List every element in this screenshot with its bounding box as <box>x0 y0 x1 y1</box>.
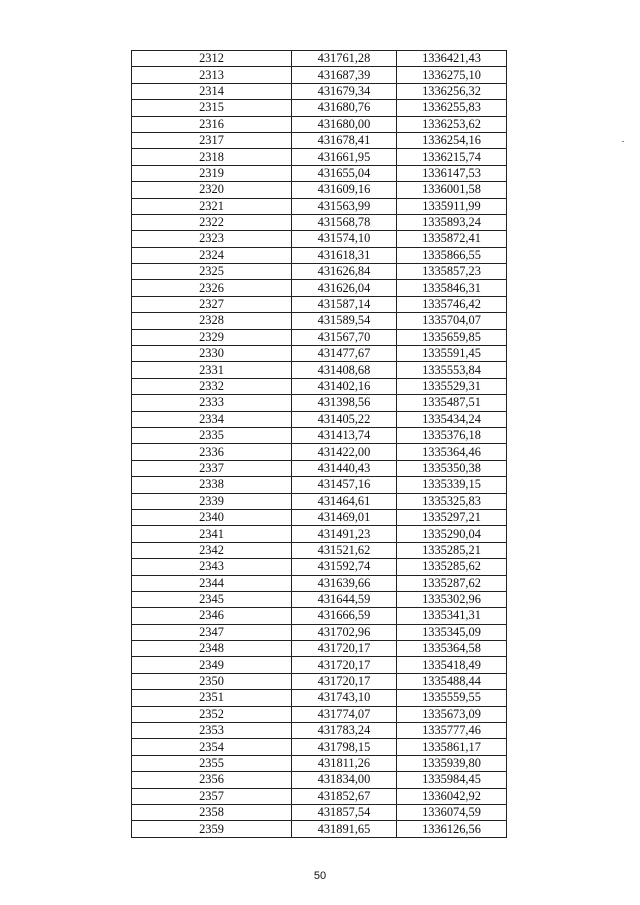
y-coordinate-cell: 1335673,09 <box>397 706 507 722</box>
y-coordinate-cell: 1336421,43 <box>397 51 507 67</box>
x-coordinate-cell: 431440,43 <box>292 460 397 476</box>
page-number: 50 <box>313 870 327 882</box>
y-coordinate-cell: 1335364,46 <box>397 444 507 460</box>
y-coordinate-cell: 1335325,83 <box>397 493 507 509</box>
y-coordinate-cell: 1335529,31 <box>397 378 507 394</box>
table-row <box>132 329 507 345</box>
table-row <box>132 198 507 214</box>
table-row <box>132 214 507 230</box>
point-number-cell: 2347 <box>132 624 292 640</box>
point-number-cell: 2324 <box>132 247 292 263</box>
x-coordinate-cell: 431857,54 <box>292 804 397 820</box>
y-coordinate-cell: 1335285,21 <box>397 542 507 558</box>
table-row <box>132 526 507 542</box>
point-number-cell: 2319 <box>132 165 292 181</box>
x-coordinate-cell: 431666,59 <box>292 608 397 624</box>
x-coordinate-cell: 431679,34 <box>292 83 397 99</box>
point-number-cell: 2359 <box>132 821 292 837</box>
x-coordinate-cell: 431405,22 <box>292 411 397 427</box>
x-coordinate-cell: 431720,17 <box>292 657 397 673</box>
x-coordinate-cell: 431469,01 <box>292 509 397 525</box>
point-number-cell: 2357 <box>132 788 292 804</box>
y-coordinate-cell: 1335591,45 <box>397 346 507 362</box>
point-number-cell: 2354 <box>132 739 292 755</box>
table-row <box>132 509 507 525</box>
table-row <box>132 378 507 394</box>
table-row <box>132 83 507 99</box>
table-row <box>132 362 507 378</box>
y-coordinate-cell: 1335350,38 <box>397 460 507 476</box>
y-coordinate-cell: 1335553,84 <box>397 362 507 378</box>
x-coordinate-cell: 431413,74 <box>292 427 397 443</box>
y-coordinate-cell: 1335866,55 <box>397 247 507 263</box>
y-coordinate-cell: 1335285,62 <box>397 559 507 575</box>
table-row <box>132 542 507 558</box>
y-coordinate-cell: 1336275,10 <box>397 67 507 83</box>
point-number-cell: 2329 <box>132 329 292 345</box>
point-number-cell: 2323 <box>132 231 292 247</box>
y-coordinate-cell: 1335290,04 <box>397 526 507 542</box>
x-coordinate-cell: 431661,95 <box>292 149 397 165</box>
table-row <box>132 821 507 837</box>
x-coordinate-cell: 431464,61 <box>292 493 397 509</box>
point-number-cell: 2332 <box>132 378 292 394</box>
point-number-cell: 2330 <box>132 346 292 362</box>
y-coordinate-cell: 1335777,46 <box>397 723 507 739</box>
y-coordinate-cell: 1335339,15 <box>397 477 507 493</box>
x-coordinate-cell: 431834,00 <box>292 772 397 788</box>
y-coordinate-cell: 1336126,56 <box>397 821 507 837</box>
point-number-cell: 2327 <box>132 296 292 312</box>
x-coordinate-cell: 431811,26 <box>292 755 397 771</box>
table-row <box>132 723 507 739</box>
table-row <box>132 411 507 427</box>
y-coordinate-cell: 1335487,51 <box>397 395 507 411</box>
y-coordinate-cell: 1335376,18 <box>397 427 507 443</box>
y-coordinate-cell: 1335488,44 <box>397 673 507 689</box>
x-coordinate-cell: 431477,67 <box>292 346 397 362</box>
point-number-cell: 2326 <box>132 280 292 296</box>
point-number-cell: 2352 <box>132 706 292 722</box>
point-number-cell: 2321 <box>132 198 292 214</box>
x-coordinate-cell: 431568,78 <box>292 214 397 230</box>
scan-speck <box>622 141 624 142</box>
x-coordinate-cell: 431891,65 <box>292 821 397 837</box>
point-number-cell: 2343 <box>132 559 292 575</box>
table-row <box>132 624 507 640</box>
point-number-cell: 2349 <box>132 657 292 673</box>
table-row <box>132 657 507 673</box>
point-number-cell: 2335 <box>132 427 292 443</box>
x-coordinate-cell: 431702,96 <box>292 624 397 640</box>
y-coordinate-cell: 1336001,58 <box>397 182 507 198</box>
table-row <box>132 755 507 771</box>
table-row <box>132 706 507 722</box>
y-coordinate-cell: 1336253,62 <box>397 116 507 132</box>
x-coordinate-cell: 431402,16 <box>292 378 397 394</box>
point-number-cell: 2317 <box>132 132 292 148</box>
coordinates-table-body <box>132 51 507 838</box>
coordinates-table <box>131 50 507 838</box>
point-number-cell: 2337 <box>132 460 292 476</box>
table-row <box>132 575 507 591</box>
table-row <box>132 395 507 411</box>
y-coordinate-cell: 1336255,83 <box>397 100 507 116</box>
point-number-cell: 2355 <box>132 755 292 771</box>
table-row <box>132 313 507 329</box>
y-coordinate-cell: 1336042,92 <box>397 788 507 804</box>
point-number-cell: 2338 <box>132 477 292 493</box>
y-coordinate-cell: 1335872,41 <box>397 231 507 247</box>
point-number-cell: 2312 <box>132 51 292 67</box>
x-coordinate-cell: 431743,10 <box>292 690 397 706</box>
x-coordinate-cell: 431680,00 <box>292 116 397 132</box>
point-number-cell: 2331 <box>132 362 292 378</box>
table-row <box>132 673 507 689</box>
y-coordinate-cell: 1335704,07 <box>397 313 507 329</box>
x-coordinate-cell: 431589,54 <box>292 313 397 329</box>
point-number-cell: 2339 <box>132 493 292 509</box>
x-coordinate-cell: 431563,99 <box>292 198 397 214</box>
table-row <box>132 493 507 509</box>
x-coordinate-cell: 431774,07 <box>292 706 397 722</box>
y-coordinate-cell: 1335434,24 <box>397 411 507 427</box>
x-coordinate-cell: 431587,14 <box>292 296 397 312</box>
x-coordinate-cell: 431491,23 <box>292 526 397 542</box>
table-row <box>132 690 507 706</box>
x-coordinate-cell: 431567,70 <box>292 329 397 345</box>
x-coordinate-cell: 431720,17 <box>292 673 397 689</box>
table-row <box>132 346 507 362</box>
y-coordinate-cell: 1335746,42 <box>397 296 507 312</box>
table-row <box>132 67 507 83</box>
point-number-cell: 2341 <box>132 526 292 542</box>
x-coordinate-cell: 431783,24 <box>292 723 397 739</box>
table-row <box>132 165 507 181</box>
x-coordinate-cell: 431609,16 <box>292 182 397 198</box>
y-coordinate-cell: 1335659,85 <box>397 329 507 345</box>
point-number-cell: 2350 <box>132 673 292 689</box>
y-coordinate-cell: 1335846,31 <box>397 280 507 296</box>
x-coordinate-cell: 431626,04 <box>292 280 397 296</box>
x-coordinate-cell: 431678,41 <box>292 132 397 148</box>
point-number-cell: 2348 <box>132 641 292 657</box>
y-coordinate-cell: 1335559,55 <box>397 690 507 706</box>
table-row <box>132 51 507 67</box>
x-coordinate-cell: 431720,17 <box>292 641 397 657</box>
x-coordinate-cell: 431655,04 <box>292 165 397 181</box>
point-number-cell: 2336 <box>132 444 292 460</box>
y-coordinate-cell: 1335939,80 <box>397 755 507 771</box>
x-coordinate-cell: 431639,66 <box>292 575 397 591</box>
x-coordinate-cell: 431761,28 <box>292 51 397 67</box>
table-row <box>132 280 507 296</box>
point-number-cell: 2346 <box>132 608 292 624</box>
x-coordinate-cell: 431398,56 <box>292 395 397 411</box>
table-row <box>132 444 507 460</box>
y-coordinate-cell: 1335418,49 <box>397 657 507 673</box>
table-row <box>132 100 507 116</box>
x-coordinate-cell: 431521,62 <box>292 542 397 558</box>
point-number-cell: 2333 <box>132 395 292 411</box>
point-number-cell: 2325 <box>132 264 292 280</box>
point-number-cell: 2315 <box>132 100 292 116</box>
x-coordinate-cell: 431618,31 <box>292 247 397 263</box>
point-number-cell: 2334 <box>132 411 292 427</box>
table-row <box>132 477 507 493</box>
y-coordinate-cell: 1336147,53 <box>397 165 507 181</box>
point-number-cell: 2353 <box>132 723 292 739</box>
table-row <box>132 460 507 476</box>
x-coordinate-cell: 431852,67 <box>292 788 397 804</box>
point-number-cell: 2322 <box>132 214 292 230</box>
y-coordinate-cell: 1335364,58 <box>397 641 507 657</box>
x-coordinate-cell: 431626,84 <box>292 264 397 280</box>
table-row <box>132 608 507 624</box>
table-row <box>132 788 507 804</box>
table-row <box>132 739 507 755</box>
table-row <box>132 772 507 788</box>
y-coordinate-cell: 1335893,24 <box>397 214 507 230</box>
y-coordinate-cell: 1335341,31 <box>397 608 507 624</box>
y-coordinate-cell: 1335861,17 <box>397 739 507 755</box>
table-row <box>132 641 507 657</box>
point-number-cell: 2328 <box>132 313 292 329</box>
point-number-cell: 2320 <box>132 182 292 198</box>
point-number-cell: 2356 <box>132 772 292 788</box>
x-coordinate-cell: 431408,68 <box>292 362 397 378</box>
x-coordinate-cell: 431574,10 <box>292 231 397 247</box>
table-row <box>132 591 507 607</box>
point-number-cell: 2344 <box>132 575 292 591</box>
x-coordinate-cell: 431422,00 <box>292 444 397 460</box>
table-row <box>132 559 507 575</box>
table-row <box>132 132 507 148</box>
y-coordinate-cell: 1335911,99 <box>397 198 507 214</box>
point-number-cell: 2358 <box>132 804 292 820</box>
table-row <box>132 296 507 312</box>
y-coordinate-cell: 1336254,16 <box>397 132 507 148</box>
y-coordinate-cell: 1335297,21 <box>397 509 507 525</box>
y-coordinate-cell: 1336074,59 <box>397 804 507 820</box>
x-coordinate-cell: 431592,74 <box>292 559 397 575</box>
y-coordinate-cell: 1335345,09 <box>397 624 507 640</box>
x-coordinate-cell: 431687,39 <box>292 67 397 83</box>
table-row <box>132 149 507 165</box>
x-coordinate-cell: 431680,76 <box>292 100 397 116</box>
table-row <box>132 264 507 280</box>
point-number-cell: 2345 <box>132 591 292 607</box>
point-number-cell: 2351 <box>132 690 292 706</box>
point-number-cell: 2313 <box>132 67 292 83</box>
y-coordinate-cell: 1335287,62 <box>397 575 507 591</box>
table-row <box>132 182 507 198</box>
y-coordinate-cell: 1335857,23 <box>397 264 507 280</box>
y-coordinate-cell: 1336256,32 <box>397 83 507 99</box>
point-number-cell: 2342 <box>132 542 292 558</box>
y-coordinate-cell: 1335984,45 <box>397 772 507 788</box>
x-coordinate-cell: 431457,16 <box>292 477 397 493</box>
y-coordinate-cell: 1336215,74 <box>397 149 507 165</box>
table-row <box>132 804 507 820</box>
y-coordinate-cell: 1335302,96 <box>397 591 507 607</box>
x-coordinate-cell: 431798,15 <box>292 739 397 755</box>
table-row <box>132 247 507 263</box>
x-coordinate-cell: 431644,59 <box>292 591 397 607</box>
point-number-cell: 2314 <box>132 83 292 99</box>
table-row <box>132 231 507 247</box>
point-number-cell: 2340 <box>132 509 292 525</box>
point-number-cell: 2316 <box>132 116 292 132</box>
table-row <box>132 116 507 132</box>
table-row <box>132 427 507 443</box>
point-number-cell: 2318 <box>132 149 292 165</box>
